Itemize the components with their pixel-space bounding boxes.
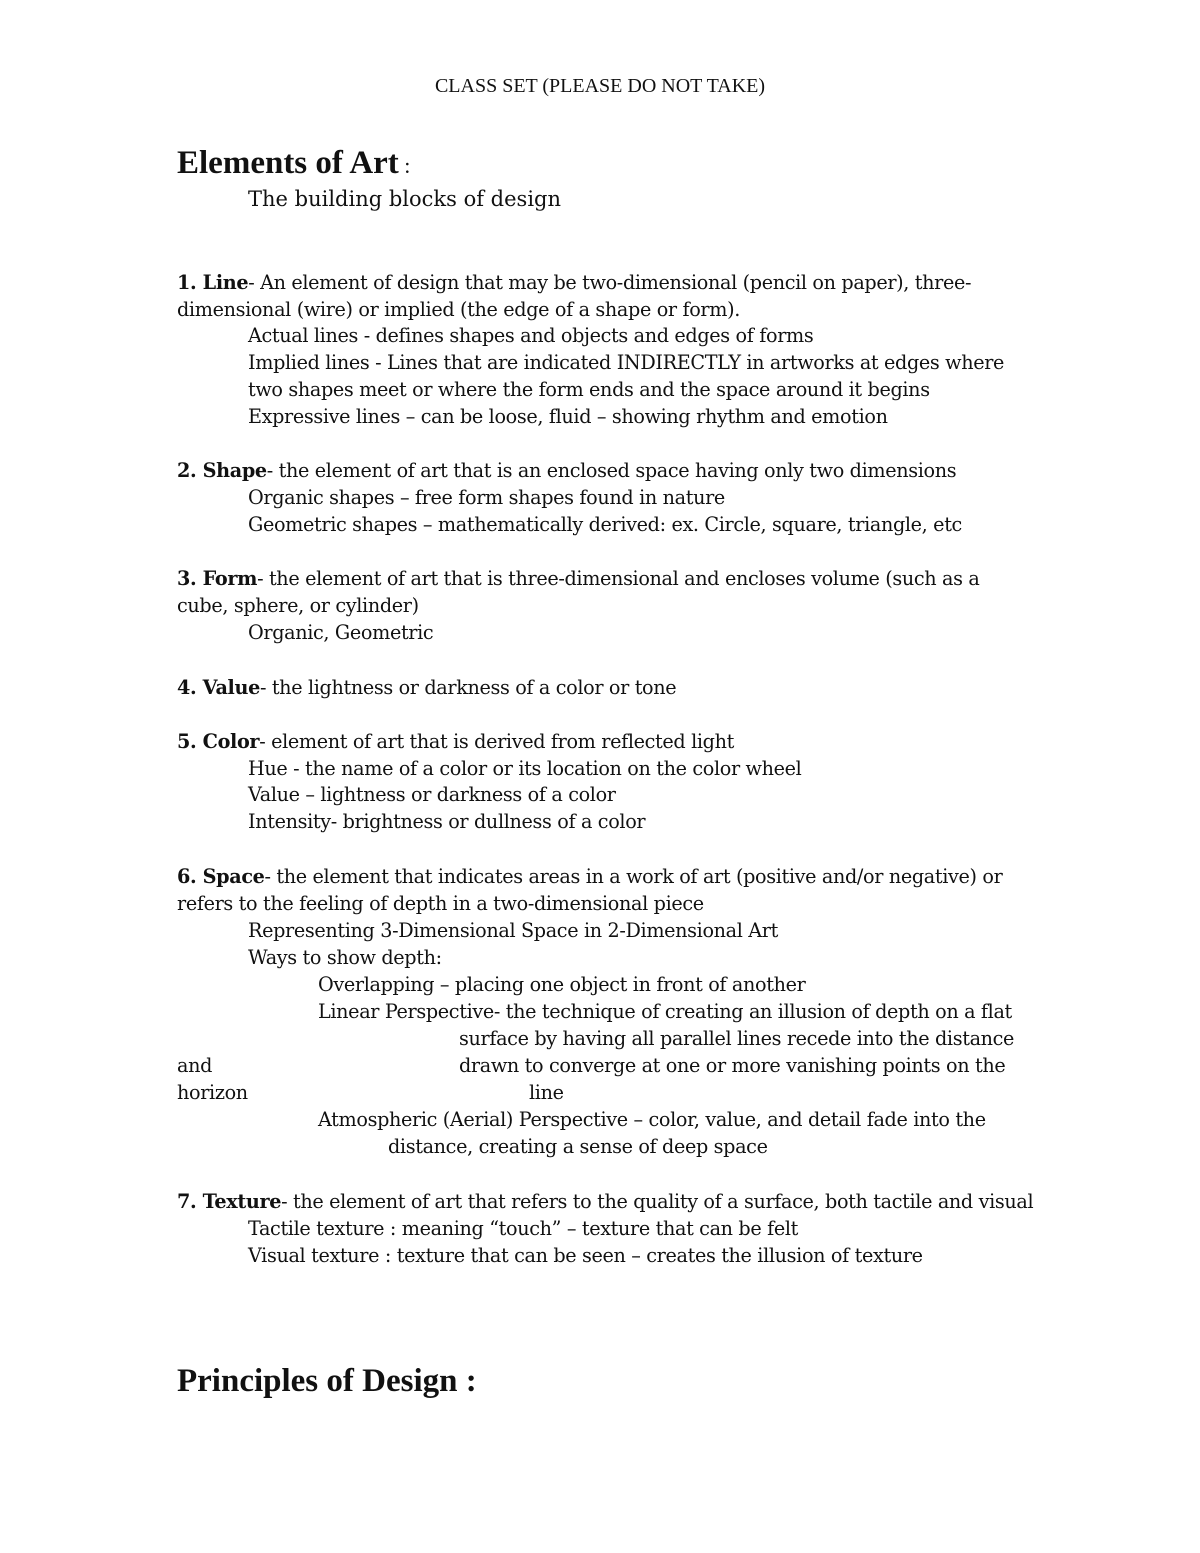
texture-number: 7. [177,1190,203,1213]
color-def: - element of art that is derived from reflected light [259,730,734,753]
shape-def: - the element of art that is an enclosed space having only two dimensions [266,459,957,482]
word-horizon: horizon [177,1081,248,1104]
word-line: line [529,1081,564,1104]
overlapping: Overlapping – placing one object in front of another [318,973,806,996]
color-term: Color [202,730,260,753]
atmospheric-perspective-part2: distance, creating a sense of deep space [388,1135,768,1158]
form-def-part2: cube, sphere, or cylinder) [177,594,419,617]
texture-def: - the element of art that refers to the quality of a surface, both tactile and visual [281,1190,1034,1213]
elements-title-colon: : [398,153,411,178]
form-definition [177,566,979,592]
value-definition [177,675,676,701]
color-value: Value – lightness or darkness of a color [248,783,616,806]
class-set-header: CLASS SET (PLEASE DO NOT TAKE) [434,75,766,97]
space-def-part1: - the element that indicates areas in a work of art (positive and/or negative) or [264,865,1003,888]
texture-term: Texture [202,1190,282,1213]
geometric-shapes: Geometric shapes – mathematically derived: ex. Circle, square, triangle, etc [248,513,962,536]
form-def-part1: - the element of art that is three-dimensional and encloses volume (such as a [257,567,980,590]
visual-texture: Visual texture : texture that can be seen – creates the illusion of texture [248,1244,923,1267]
word-and: and [177,1054,213,1077]
ways-to-show-depth: Ways to show depth: [248,946,442,969]
line-number: 1. [177,271,203,294]
shape-number: 2. [177,459,203,482]
space-term: Space [202,865,265,888]
elements-of-art-heading [177,143,410,186]
value-number: 4. [177,676,203,699]
expressive-lines: Expressive lines – can be loose, fluid – showing rhythm and emotion [248,405,888,428]
organic-shapes: Organic shapes – free form shapes found in nature [248,486,725,509]
elements-subtitle: The building blocks of design [248,187,562,211]
form-term: Form [202,567,258,590]
atmospheric-perspective-part1: Atmospheric (Aerial) Perspective – color, value, and detail fade into the [318,1108,986,1131]
form-number: 3. [177,567,203,590]
value-def: - the lightness or darkness of a color or tone [259,676,677,699]
implied-lines-part1: Implied lines - Lines that are indicated INDIRECTLY in artworks at edges where [248,351,1005,374]
elements-title-text: Elements of Art [177,145,399,181]
line-def-part1: - An element of design that may be two-dimensional (pencil on paper), three- [248,271,972,294]
tactile-texture: Tactile texture : meaning “touch” – texture that can be felt [248,1217,799,1240]
value-term: Value [202,676,260,699]
form-types: Organic, Geometric [248,621,434,644]
color-hue: Hue - the name of a color or its location on the color wheel [248,757,802,780]
representing-space: Representing 3-Dimensional Space in 2-Dimensional Art [248,919,778,942]
linear-perspective-part3: drawn to converge at one or more vanishing points on the [459,1054,1006,1077]
linear-perspective-part2: surface by having all parallel lines recede into the distance [459,1027,1015,1050]
actual-lines: Actual lines - defines shapes and objects and edges of forms [248,324,814,347]
principles-of-design-heading: Principles of Design : [177,1363,477,1399]
line-def-part2: dimensional (wire) or implied (the edge of a shape or form). [177,298,740,321]
implied-lines-part2: two shapes meet or where the form ends and the space around it begins [248,378,930,401]
color-number: 5. [177,730,203,753]
color-definition [177,729,734,755]
space-number: 6. [177,865,203,888]
shape-term: Shape [202,459,267,482]
shape-definition [177,458,956,484]
space-definition [177,864,1002,890]
texture-definition [177,1189,1033,1215]
color-intensity: Intensity- brightness or dullness of a color [248,810,646,833]
line-term: Line [202,271,249,294]
linear-perspective-part1: Linear Perspective- the technique of creating an illusion of depth on a flat [318,1000,1012,1023]
space-def-part2: refers to the feeling of depth in a two-dimensional piece [177,892,704,915]
line-definition [177,270,971,296]
